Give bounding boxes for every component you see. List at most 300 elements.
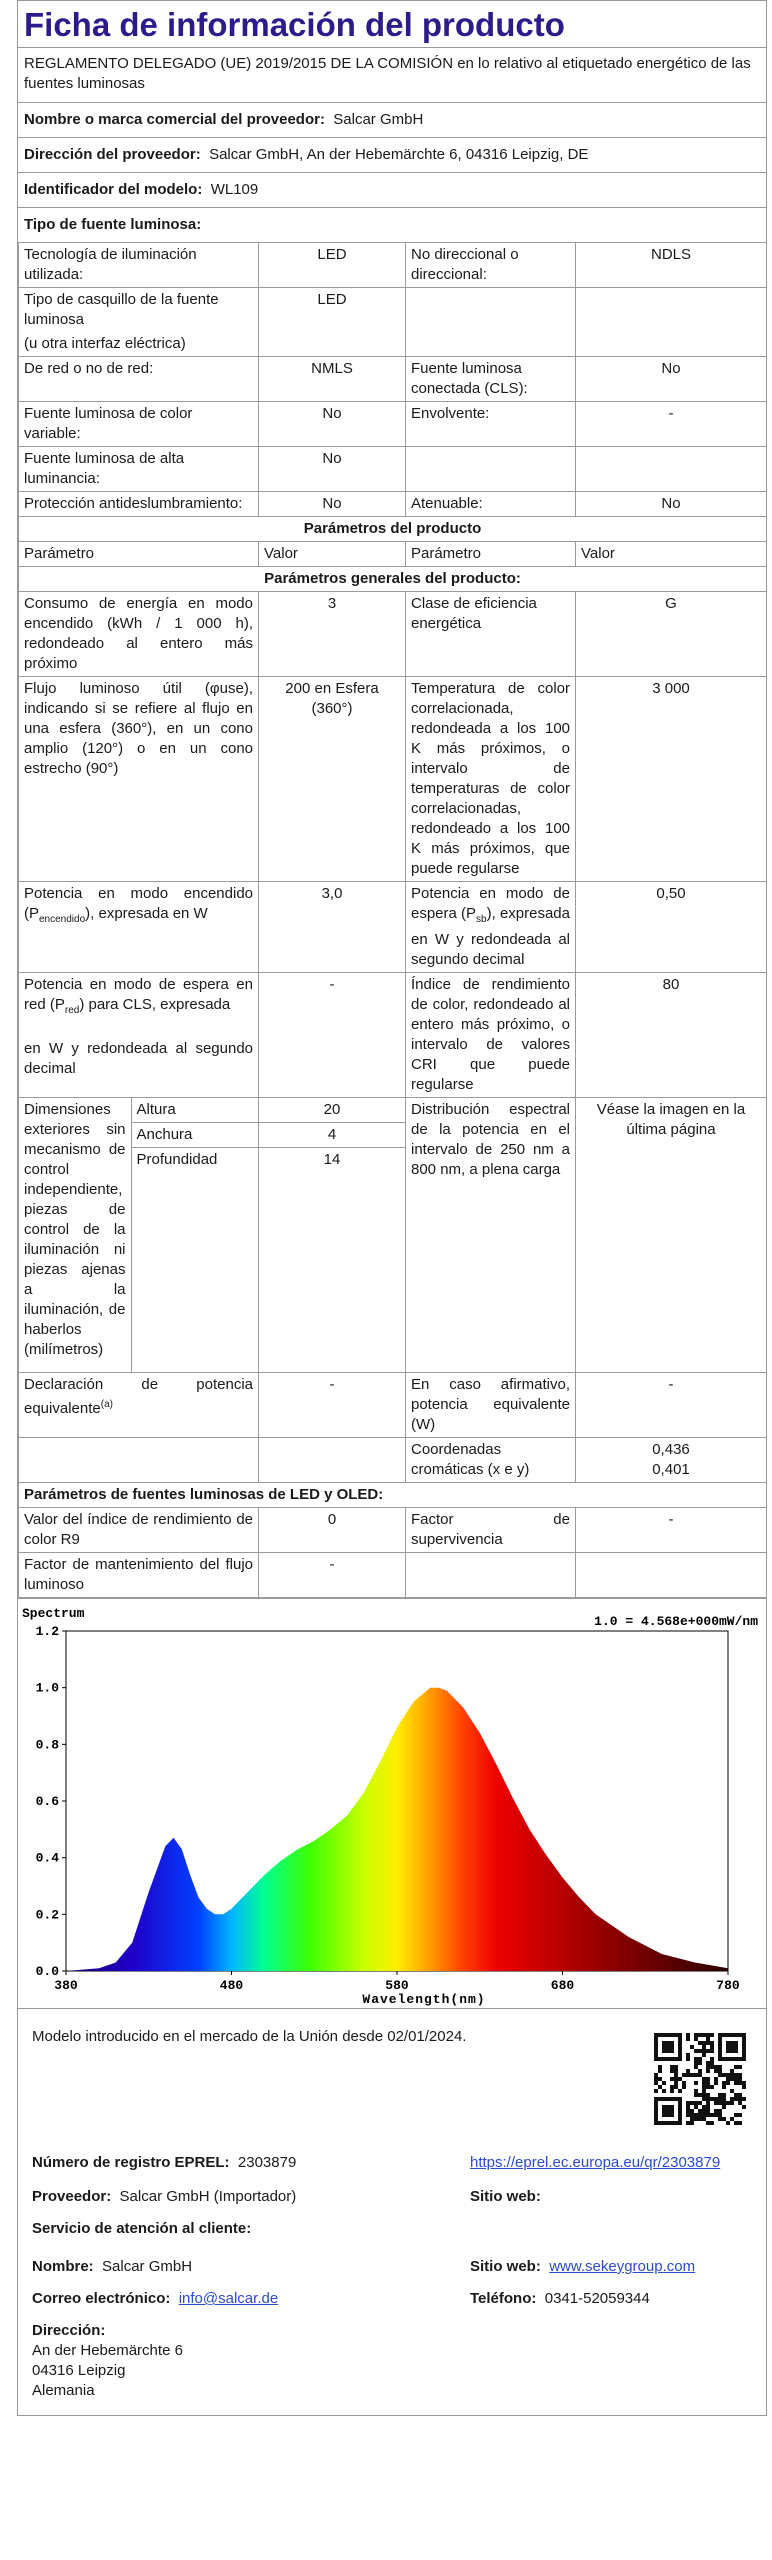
qr-module (742, 2085, 746, 2089)
directional-label: No direccional o direccional: (406, 243, 576, 288)
qr-module (710, 2061, 714, 2065)
website-label-2: Sitio web: (470, 2258, 541, 2275)
qr-module (730, 2077, 734, 2081)
table-row (19, 882, 767, 973)
qr-module (658, 2085, 662, 2089)
name-label: Nombre: (32, 2258, 94, 2275)
website-label: Sitio web: (470, 2188, 541, 2205)
qr-module (682, 2085, 686, 2089)
qr-module (698, 2041, 702, 2045)
energy-value: 3 (259, 592, 406, 677)
qr-module (654, 2081, 658, 2085)
qr-module (722, 2097, 726, 2101)
qr-module (690, 2117, 694, 2121)
col-value: Valor (576, 542, 767, 567)
spd-value: Véase la imagen en la última página (576, 1098, 767, 1373)
qr-module (678, 2089, 682, 2093)
qr-module (706, 2109, 710, 2113)
qr-module (734, 2077, 738, 2081)
qr-module (738, 2093, 742, 2097)
phone-label: Teléfono: (470, 2290, 537, 2307)
qr-module (686, 2109, 690, 2113)
qr-module (706, 2033, 710, 2037)
spd-label: Distribución espectral de la potencia en el intervalo de 250 nm a 800 nm, a plena carga (406, 1098, 576, 1373)
y-tick-label: 0.8 (35, 1737, 59, 1753)
qr-finder (662, 2105, 674, 2117)
spectrum-plot-area (36, 1624, 740, 1993)
eprel-label: Número de registro EPREL: (32, 2154, 230, 2171)
qr-module (710, 2033, 714, 2037)
qr-module (702, 2033, 706, 2037)
antiglare-value: No (259, 492, 406, 517)
qr-module (710, 2121, 714, 2125)
qr-module (694, 2081, 698, 2085)
qr-module (718, 2073, 722, 2077)
qr-module (738, 2121, 742, 2125)
directional-value: NDLS (576, 243, 767, 288)
supplier-row (18, 102, 766, 137)
qr-module (730, 2117, 734, 2121)
empty-cell (576, 1553, 767, 1598)
eprel-link[interactable]: https://eprel.ec.europa.eu/qr/2303879 (470, 2154, 721, 2171)
qr-module (738, 2081, 742, 2085)
qr-module (670, 2089, 674, 2093)
qr-module (694, 2073, 698, 2077)
qr-module (674, 2065, 678, 2069)
address-row (18, 137, 766, 172)
qr-module (710, 2113, 714, 2117)
cct-label: Temperatura de color correlacionada, redondeada a los 100 K más próximos, o intervalo de temperaturas de color correlacionadas, redondeado a los 100 K más próximos, que puede regularse (406, 677, 576, 882)
table-row (19, 677, 767, 882)
qr-module (686, 2101, 690, 2105)
qr-module (734, 2093, 738, 2097)
qr-module (698, 2033, 702, 2037)
flux-label: Flujo luminoso útil (φuse), indicando si se refiere al flujo en una esfera (360°), en un cono amplio (120°) o en un cono estrecho (90°) (19, 677, 259, 882)
qr-module (702, 2045, 706, 2049)
qr-module (722, 2081, 726, 2085)
psb-label: Potencia en modo de espera $(P_{sb})$, expresada en W y redondeada al segundo decimal (406, 882, 576, 973)
qr-module (738, 2077, 742, 2081)
cap-label: Tipo de casquillo de la fuente luminosa (u otra interfaz eléctrica) (19, 288, 259, 357)
table-row (19, 243, 767, 288)
qr-module (722, 2117, 726, 2121)
table-row (19, 447, 767, 492)
qr-finder (678, 2097, 682, 2125)
qr-module (722, 2085, 726, 2089)
qr-module (734, 2121, 738, 2125)
qr-code-icon[interactable] (654, 2033, 746, 2125)
pon-value: 3,0 (259, 882, 406, 973)
qr-module (658, 2069, 662, 2073)
qr-module (662, 2081, 666, 2085)
qr-module (738, 2065, 742, 2069)
qr-module (710, 2097, 714, 2101)
qr-module (714, 2065, 718, 2069)
qr-module (686, 2113, 690, 2117)
qr-module (654, 2073, 658, 2077)
light-type-header: Tipo de fuente luminosa: (18, 207, 766, 242)
qr-module (654, 2089, 658, 2093)
qr-code-graphic (654, 2033, 746, 2125)
color-tunable-label: Fuente luminosa de color variable: (19, 402, 259, 447)
spectrum-title: Spectrum (22, 1606, 85, 1621)
table-row (19, 1438, 767, 1483)
supplier-label: Nombre o marca comercial del proveedor: (24, 111, 325, 128)
empty-cell (576, 447, 767, 492)
qr-module (694, 2057, 698, 2061)
cri-label: Índice de rendimiento de color, redondeado al entero más próximo, o intervalo de valores CRI que puede regularse (406, 973, 576, 1098)
pon-label: Potencia en modo encendido $(P_{encendido})$, expresada en W (19, 882, 259, 973)
empty-cell (406, 1553, 576, 1598)
qr-module (690, 2045, 694, 2049)
qr-module (706, 2049, 710, 2053)
qr-finder (742, 2033, 746, 2061)
dim-name-depth: Profundidad (136, 1151, 218, 1168)
qr-module (706, 2085, 710, 2089)
qr-module (710, 2045, 714, 2049)
qr-module (682, 2081, 686, 2085)
qr-module (730, 2101, 734, 2105)
qr-module (706, 2061, 710, 2065)
qr-module (722, 2073, 726, 2077)
qr-module (694, 2089, 698, 2093)
address-footer-label: Dirección: (32, 2322, 106, 2339)
qr-module (702, 2053, 706, 2057)
coords-value: 0,436 0,401 (576, 1438, 767, 1483)
qr-module (726, 2077, 730, 2081)
envelope-value: - (576, 402, 767, 447)
tech-value: LED (259, 243, 406, 288)
qr-module (738, 2113, 742, 2117)
qr-module (710, 2049, 714, 2053)
dims-values (259, 1098, 406, 1373)
x-tick-label: 680 (550, 1978, 575, 1993)
dimmable-value: No (576, 492, 767, 517)
qr-module (670, 2065, 674, 2069)
qr-module (686, 2121, 690, 2125)
qr-module (714, 2109, 718, 2113)
y-tick-label: 0.0 (35, 1964, 59, 1979)
x-tick-label: 380 (54, 1978, 78, 1993)
col-param: Parámetro (406, 542, 576, 567)
qr-module (686, 2037, 690, 2041)
qr-module (710, 2085, 714, 2089)
y-tick-label: 0.6 (35, 1794, 59, 1809)
spec-table (18, 242, 767, 1598)
footer (17, 2009, 767, 2416)
qr-module (718, 2117, 722, 2121)
class-label: Clase de eficiencia energética (406, 592, 576, 677)
coords-label: Coordenadas cromáticas (x e y) (406, 1438, 576, 1483)
qr-finder (654, 2033, 682, 2037)
qr-module (694, 2117, 698, 2121)
model-value: WL109 (210, 181, 259, 198)
qr-finder (726, 2041, 738, 2053)
qr-module (718, 2097, 722, 2101)
params-header: Parámetros del producto (19, 517, 767, 542)
equiv2-value: - (576, 1373, 767, 1438)
qr-module (694, 2093, 698, 2097)
dim-depth-value: 14 (323, 1151, 341, 1168)
qr-module (734, 2113, 738, 2117)
equiv-label: Declaración de potencia equivalente$^{(a)}$ (19, 1373, 259, 1438)
dims-label: Dimensiones exteriores sin mecanismo de control independiente, piezas de control de la iluminación ni piezas ajenas a la iluminación, de haberlos (milímetros) (19, 1098, 131, 1372)
dims-cell (19, 1098, 259, 1373)
cls-value: No (576, 357, 767, 402)
qr-module (738, 2097, 742, 2101)
qr-module (742, 2081, 746, 2085)
qr-module (710, 2041, 714, 2045)
qr-module (734, 2073, 738, 2077)
qr-module (734, 2097, 738, 2101)
qr-module (706, 2069, 710, 2073)
dim-height-value: 20 (259, 1098, 405, 1123)
qr-finder (662, 2041, 674, 2053)
email-label: Correo electrónico: (32, 2290, 171, 2307)
qr-module (718, 2093, 722, 2097)
qr-module (730, 2069, 734, 2073)
x-tick-label: 480 (219, 1978, 244, 1993)
qr-module (738, 2073, 742, 2077)
qr-module (670, 2069, 674, 2073)
qr-module (694, 2061, 698, 2065)
qr-module (686, 2033, 690, 2037)
qr-module (730, 2097, 734, 2101)
qr-module (674, 2073, 678, 2077)
col-value: Valor (259, 542, 406, 567)
qr-module (734, 2081, 738, 2085)
qr-module (694, 2113, 698, 2117)
empty-cell (576, 288, 767, 357)
mains-value: NMLS (259, 357, 406, 402)
r9-value: 0 (259, 1508, 406, 1553)
empty-cell (406, 447, 576, 492)
qr-module (702, 2105, 706, 2109)
equiv-value: - (259, 1373, 406, 1438)
qr-module (706, 2105, 710, 2109)
survival-value: - (576, 1508, 767, 1553)
qr-module (706, 2113, 710, 2117)
qr-module (698, 2093, 702, 2097)
qr-module (658, 2065, 662, 2069)
website-link[interactable]: www.sekeygroup.com (549, 2258, 696, 2275)
qr-module (742, 2097, 746, 2101)
qr-module (726, 2073, 730, 2077)
table-row (19, 402, 767, 447)
y-tick-label: 1.0 (35, 1680, 59, 1696)
qr-module (702, 2097, 706, 2101)
table-row (19, 592, 767, 677)
cls-label: Fuente luminosa conectada (CLS): (406, 357, 576, 402)
qr-module (686, 2057, 690, 2061)
qr-module (698, 2101, 702, 2105)
antiglare-label: Protección antideslumbramiento: (19, 492, 259, 517)
qr-module (662, 2089, 666, 2093)
qr-module (730, 2089, 734, 2093)
table-row (19, 567, 767, 592)
table-row (19, 542, 767, 567)
qr-module (694, 2101, 698, 2105)
email-link[interactable]: info@salcar.de (178, 2290, 279, 2307)
dim-width-value: 4 (259, 1123, 405, 1148)
qr-finder (718, 2033, 746, 2037)
table-row (19, 492, 767, 517)
pnet-value: - (259, 973, 406, 1098)
qr-module (718, 2109, 722, 2113)
maint-label: Factor de mantenimiento del flujo luminoso (19, 1553, 259, 1598)
qr-module (698, 2057, 702, 2061)
qr-module (726, 2081, 730, 2085)
survival-label: Factor de supervivencia (406, 1508, 576, 1553)
qr-module (714, 2069, 718, 2073)
dim-name-width: Anchura (131, 1123, 258, 1148)
x-tick-label: 580 (385, 1978, 409, 1993)
qr-module (698, 2109, 702, 2113)
qr-module (702, 2081, 706, 2085)
qr-module (702, 2109, 706, 2113)
qr-module (734, 2065, 738, 2069)
color-tunable-value: No (259, 402, 406, 447)
maint-value: - (259, 1553, 406, 1598)
spectrum-chart (17, 1599, 767, 2009)
qr-module (670, 2077, 674, 2081)
address-line: 04316 Leipzig (32, 2362, 126, 2379)
y-tick-label: 0.4 (35, 1850, 59, 1866)
qr-module (698, 2061, 702, 2065)
col-param: Parámetro (19, 542, 259, 567)
market-intro: Modelo introducido en el mercado de la Unión desde 02/01/2024. (32, 2028, 467, 2045)
table-row (19, 1508, 767, 1553)
qr-module (702, 2049, 706, 2053)
qr-module (698, 2049, 702, 2053)
qr-module (702, 2117, 706, 2121)
class-value: G (576, 592, 767, 677)
provider-label: Proveedor: (32, 2188, 112, 2205)
qr-module (726, 2101, 730, 2105)
table-row (19, 973, 767, 1098)
qr-module (694, 2037, 698, 2041)
model-row (18, 172, 766, 207)
qr-module (686, 2073, 690, 2077)
page-title: Ficha de información del producto (24, 6, 565, 43)
qr-module (698, 2073, 702, 2077)
mains-label: De red o no de red: (19, 357, 259, 402)
equiv2-label: En caso afirmativo, potencia equivalente (W) (406, 1373, 576, 1438)
qr-module (694, 2065, 698, 2069)
qr-module (658, 2077, 662, 2081)
table-row (19, 1483, 767, 1508)
high-lum-value: No (259, 447, 406, 492)
qr-module (722, 2101, 726, 2105)
qr-module (706, 2097, 710, 2101)
qr-module (726, 2121, 730, 2125)
qr-module (686, 2105, 690, 2109)
qr-module (710, 2057, 714, 2061)
service-label: Servicio de atención al cliente: (32, 2220, 252, 2237)
qr-module (690, 2101, 694, 2105)
dims-subtable (19, 1098, 258, 1372)
y-tick-label: 0.2 (35, 1907, 59, 1923)
r9-label: Valor del índice de rendimiento de color R9 (19, 1508, 259, 1553)
qr-module (714, 2113, 718, 2117)
qr-module (706, 2065, 710, 2069)
qr-finder (654, 2097, 658, 2125)
qr-module (702, 2089, 706, 2093)
envelope-label: Envolvente: (406, 402, 576, 447)
dimmable-label: Atenuable: (406, 492, 576, 517)
high-lum-label: Fuente luminosa de alta luminancia: (19, 447, 259, 492)
dim-name-height: Altura (131, 1098, 258, 1123)
qr-module (694, 2033, 698, 2037)
tech-label: Tecnología de iluminación utilizada: (19, 243, 259, 288)
qr-module (702, 2041, 706, 2045)
name-value: Salcar GmbH (102, 2258, 193, 2275)
address-line: Alemania (32, 2382, 95, 2399)
qr-module (686, 2053, 690, 2057)
provider-value: Salcar GmbH (Importador) (119, 2188, 297, 2205)
product-info-sheet (17, 0, 767, 1599)
qr-module (690, 2121, 694, 2125)
psb-value: 0,50 (576, 882, 767, 973)
address-value: Salcar GmbH, An der Hebemärchte 6, 04316 Leipzig, DE (209, 146, 589, 163)
qr-module (690, 2109, 694, 2113)
qr-module (706, 2101, 710, 2105)
qr-finder (718, 2033, 722, 2061)
qr-module (718, 2113, 722, 2117)
qr-module (674, 2085, 678, 2089)
qr-module (730, 2073, 734, 2077)
qr-finder (654, 2097, 682, 2101)
spectrum-scale-note: 1.0 = 4.568e+000mW/nm (594, 1614, 758, 1629)
qr-module (706, 2121, 710, 2125)
qr-module (690, 2073, 694, 2077)
qr-finder (718, 2057, 746, 2061)
qr-module (706, 2081, 710, 2085)
qr-module (674, 2077, 678, 2081)
qr-finder (654, 2033, 658, 2061)
qr-module (694, 2049, 698, 2053)
qr-module (706, 2037, 710, 2041)
y-tick-label: 1.2 (35, 1624, 59, 1639)
qr-finder (654, 2057, 682, 2061)
empty-cell (19, 1438, 259, 1483)
address-line: An der Hebemärchte 6 (32, 2342, 183, 2359)
qr-module (686, 2069, 690, 2073)
regulation-text: REGLAMENTO DELEGADO (UE) 2019/2015 DE LA COMISIÓN en lo relativo al etiquetado energético de las fuentes luminosas (18, 47, 766, 102)
table-row (19, 357, 767, 402)
qr-module (714, 2097, 718, 2101)
led-header: Parámetros de fuentes luminosas de LED y OLED: (19, 1483, 767, 1508)
qr-finder (654, 2121, 682, 2125)
eprel-value: 2303879 (237, 2154, 297, 2171)
qr-module (702, 2085, 706, 2089)
cap-value: LED (259, 288, 406, 357)
qr-module (698, 2113, 702, 2117)
qr-module (738, 2101, 742, 2105)
qr-module (718, 2065, 722, 2069)
qr-module (718, 2069, 722, 2073)
qr-module (670, 2085, 674, 2089)
table-row (19, 517, 767, 542)
qr-module (706, 2041, 710, 2045)
qr-module (674, 2069, 678, 2073)
qr-module (702, 2077, 706, 2081)
qr-module (694, 2105, 698, 2109)
qr-module (742, 2105, 746, 2109)
qr-module (706, 2077, 710, 2081)
empty-cell (259, 1438, 406, 1483)
qr-module (698, 2069, 702, 2073)
